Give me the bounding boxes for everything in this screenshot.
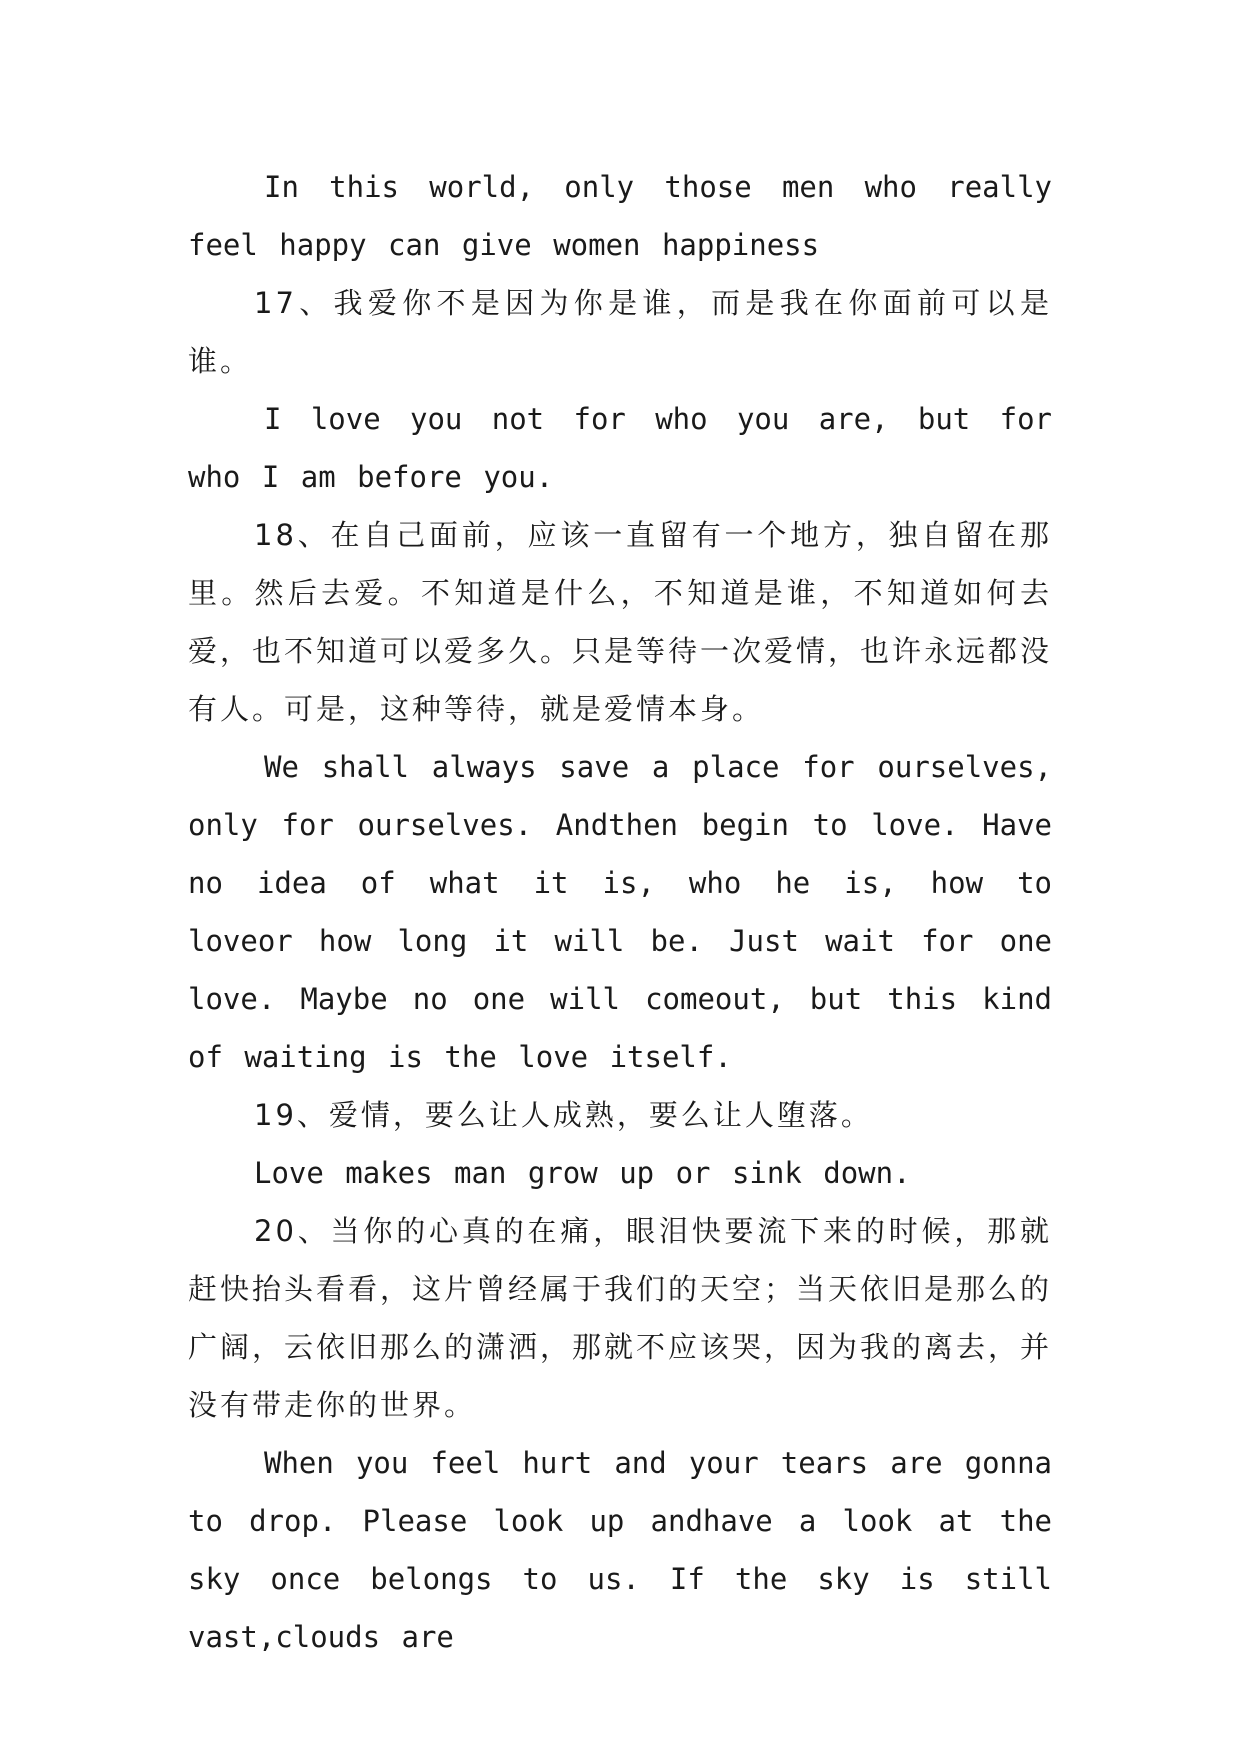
document-body [188,158,1052,1666]
paragraph-english-16: In this world, only those men who really feel happy can give women happiness [188,170,1052,262]
paragraph-english-19: Love makes man grow up or sink down. [254,1156,911,1190]
paragraph-chinese-18: 18、在自己面前，应该一直留有一个地方，独自留在那里。然后去爱。不知道是什么，不知道是谁，不知道如何去爱，也不知道可以爱多久。只是等待一次爱情，也许永远都没有人。可是，这种等待，就是爱情本身。 [188,518,1053,726]
paragraph-english-17: I love you not for who you are, but for who I am before you. [188,402,1052,494]
paragraph-english-20: When you feel hurt and your tears are gonna to drop. Please look up andhave a look at the sky once belongs to us. If the sky is still vast,clouds are [188,1446,1052,1654]
paragraph-chinese-19: 19、爱情，要么让人成熟，要么让人堕落。 [254,1098,873,1132]
paragraph-chinese-20: 20、当你的心真的在痛，眼泪快要流下来的时候，那就赶快抬头看看，这片曾经属于我们的天空；当天依旧是那么的广阔，云依旧那么的潇洒，那就不应该哭，因为我的离去，并没有带走你的世界。 [188,1214,1053,1422]
paragraph-english-18: We shall always save a place for ourselves, only for ourselves. Andthen begin to love. Have no idea of what it is, who he is, how to loveor how long it will be. Just wait for one love. Maybe no one will comeout, but this kind of waiting is the love itself. [188,750,1052,1074]
paragraph-chinese-17: 17、我爱你不是因为你是谁，而是我在你面前可以是谁。 [188,286,1052,378]
